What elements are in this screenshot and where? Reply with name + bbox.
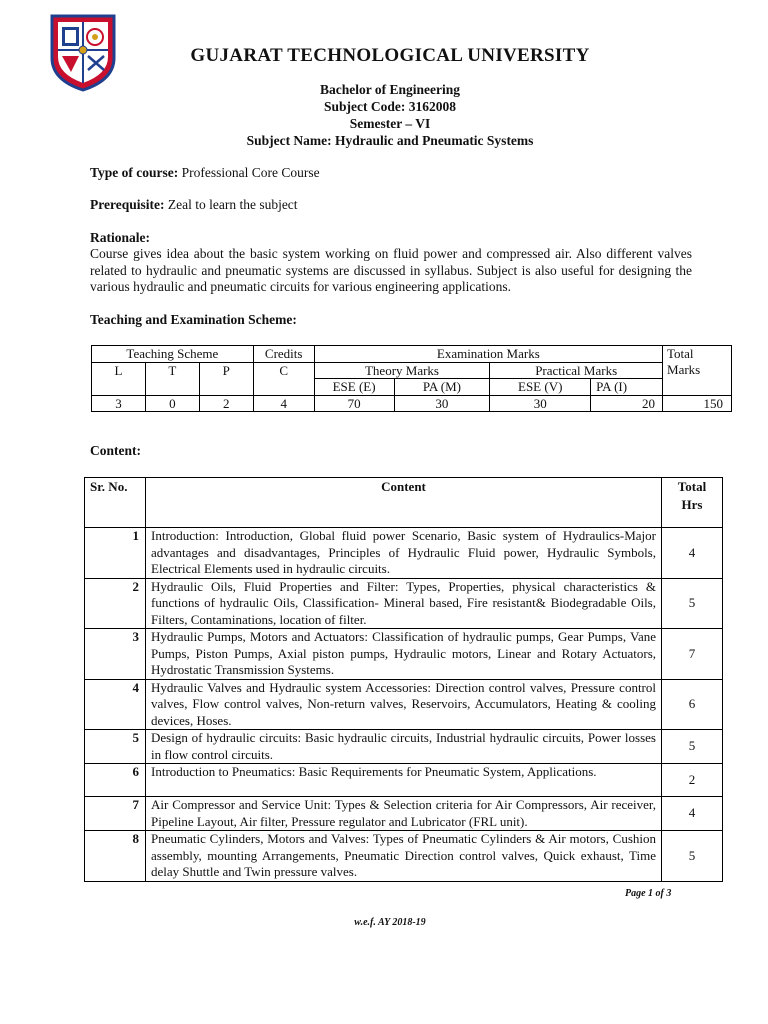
row-hours: 7 xyxy=(662,629,723,680)
table-row xyxy=(85,629,723,680)
teaching-exam-scheme-table xyxy=(91,345,732,412)
scheme-heading: Teaching and Examination Scheme: xyxy=(90,312,297,327)
prerequisite xyxy=(90,197,730,214)
l-value: 3 xyxy=(92,395,146,412)
scheme-header-row-1 xyxy=(92,346,732,363)
row-content: Pneumatic Cylinders, Motors and Valves: Types of Pneumatic Cylinders & Air motors, Cushion assembly, mounting Arrangements, Pneumatic Direction control valves, Quick exhaust, Time delay Shuttle and Twin pressure valves. xyxy=(146,831,662,882)
content-heading: Content: xyxy=(90,443,141,458)
row-content: Design of hydraulic circuits: Basic hydraulic circuits, Industrial hydraulic circuits, Power losses in flow control circuits. xyxy=(146,730,662,764)
row-number: 1 xyxy=(85,528,146,579)
page-prefix: Page xyxy=(625,888,649,899)
degree-name: Bachelor of Engineering xyxy=(320,82,460,97)
table-row xyxy=(85,578,723,629)
row-hours: 5 xyxy=(662,578,723,629)
row-number: 3 xyxy=(85,629,146,680)
row-content: Hydraulic Pumps, Motors and Actuators: Classification of hydraulic pumps, Gear Pumps, Vane Pumps, Piston Pumps, Axial piston pumps, Hydraulic motors, Linear and Rotary Actuators, Hydrostatic Transmission Systems. xyxy=(146,629,662,680)
ese-e-value: 70 xyxy=(314,395,394,412)
total-header-line-2: Marks xyxy=(667,361,701,377)
col-total-hrs-line-2: Hrs xyxy=(681,497,703,512)
total-value: 150 xyxy=(663,395,732,412)
total-header-line-1: Total xyxy=(667,346,694,361)
row-hours: 5 xyxy=(662,831,723,882)
pa-i-header: PA (I) xyxy=(591,379,663,396)
col-content: Content xyxy=(146,478,662,528)
pa-m-header: PA (M) xyxy=(394,379,490,396)
row-number: 8 xyxy=(85,831,146,882)
col-total-hrs xyxy=(662,478,723,528)
t-value: 0 xyxy=(145,395,199,412)
page-total: 3 xyxy=(666,888,672,899)
scheme-values-row xyxy=(92,395,732,412)
ese-v-value: 30 xyxy=(490,395,591,412)
prerequisite-label: Prerequisite: xyxy=(90,197,165,212)
row-hours: 6 xyxy=(662,679,723,730)
course-type-label: Type of course: xyxy=(90,165,179,180)
pa-i-value: 20 xyxy=(591,395,663,412)
row-number: 6 xyxy=(85,764,146,797)
col-sr-no: Sr. No. xyxy=(85,478,146,528)
row-number: 2 xyxy=(85,578,146,629)
rationale-heading: Rationale: xyxy=(90,230,150,245)
course-type xyxy=(90,165,730,182)
l-header: L xyxy=(92,362,146,395)
table-row xyxy=(85,831,723,882)
col-total-hrs-line-1: Total xyxy=(677,479,707,494)
table-row xyxy=(85,764,723,797)
row-hours: 4 xyxy=(662,797,723,831)
subject-code: Subject Code: 3162008 xyxy=(324,99,456,114)
c-header: C xyxy=(253,362,314,395)
t-header: T xyxy=(145,362,199,395)
table-row xyxy=(85,528,723,579)
row-content: Introduction: Introduction, Global fluid power Scenario, Basic system of Hydraulics-Major advantages and disadvantages, Principles of Hydraulic Fluid power, Hydraulic Symbols, Electrical Elements used in hydraulic circuits. xyxy=(146,528,662,579)
page-number xyxy=(625,888,671,899)
row-hours: 2 xyxy=(662,764,723,797)
row-content: Hydraulic Valves and Hydraulic system Accessories: Direction control valves, Pressure control valves, Flow control valves, Non-return valves, Reservoirs, Accumulators, Heating & cooling devices, Hoses. xyxy=(146,679,662,730)
row-number: 7 xyxy=(85,797,146,831)
scheme-header-row-2 xyxy=(92,362,732,379)
table-row xyxy=(85,797,723,831)
course-type-value: Professional Core Course xyxy=(178,165,320,180)
row-number: 5 xyxy=(85,730,146,764)
row-content: Hydraulic Oils, Fluid Properties and Filter: Types, Properties, physical characteristics & functions of hydraulic Oils, Classification- Mineral based, Fire resistant& Biodegradable Oils, Filters, Contaminations, location of filter. xyxy=(146,578,662,629)
ese-v-header: ESE (V) xyxy=(490,379,591,396)
exam-marks-header: Examination Marks xyxy=(314,346,662,363)
subject-name: Subject Name: Hydraulic and Pneumatic Systems xyxy=(246,133,534,148)
page-current: 1 xyxy=(648,888,654,899)
content-table xyxy=(84,477,723,882)
content-header-row xyxy=(85,478,723,528)
row-content: Air Compressor and Service Unit: Types & Selection criteria for Air Compressors, Air receiver, Pipeline Layout, Air filter, Pressure regulator and Lubricator (FRL unit). xyxy=(146,797,662,831)
theory-marks-header: Theory Marks xyxy=(314,362,490,379)
university-name: GUJARAT TECHNOLOGICAL UNIVERSITY xyxy=(190,45,590,66)
row-hours: 5 xyxy=(662,730,723,764)
row-number: 4 xyxy=(85,679,146,730)
total-marks-header xyxy=(663,346,732,396)
table-row xyxy=(85,730,723,764)
prerequisite-value: Zeal to learn the subject xyxy=(164,197,298,212)
c-value: 4 xyxy=(253,395,314,412)
credits-header: Credits xyxy=(253,346,314,363)
practical-marks-header: Practical Marks xyxy=(490,362,663,379)
pa-m-value: 30 xyxy=(394,395,490,412)
p-value: 2 xyxy=(199,395,253,412)
teaching-scheme-header: Teaching Scheme xyxy=(92,346,254,363)
ese-e-header: ESE (E) xyxy=(314,379,394,396)
row-content: Introduction to Pneumatics: Basic Requirements for Pneumatic System, Applications. xyxy=(146,764,662,797)
page-of: of xyxy=(653,888,667,899)
semester: Semester – VI xyxy=(349,116,431,131)
row-hours: 4 xyxy=(662,528,723,579)
p-header: P xyxy=(199,362,253,395)
rationale-text: Course gives idea about the basic system working on fluid power and compressed air. Also different valves related to hydraulic and pneumatic systems are discussed in syllabus. Subject is also useful for designing the various hydraulic and pneumatic circuits for various engineering applications. xyxy=(90,246,692,294)
effective-year: w.e.f. AY 2018-19 xyxy=(354,917,426,928)
table-row xyxy=(85,679,723,730)
